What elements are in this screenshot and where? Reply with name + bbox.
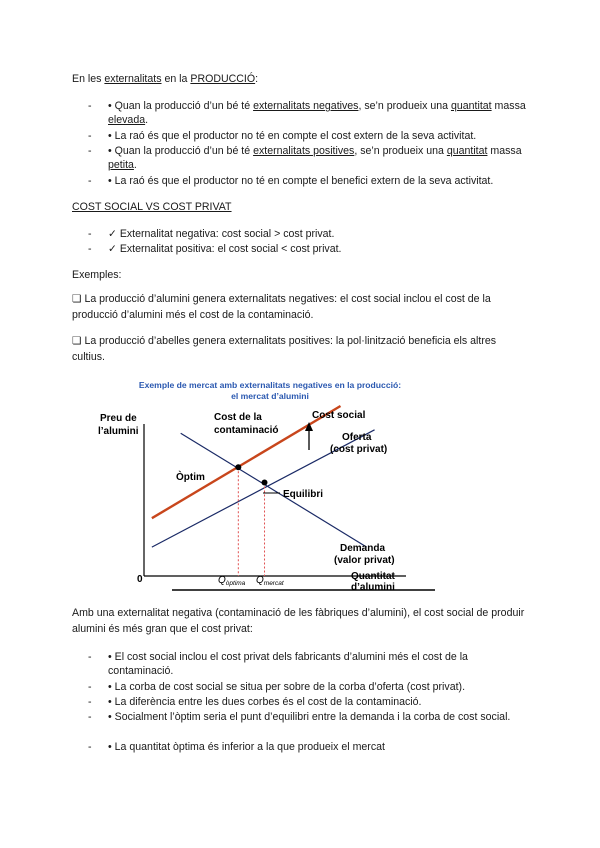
section-heading: COST SOCIAL VS COST PRIVAT (72, 201, 232, 213)
text-run: , se’n produeix una (358, 100, 451, 112)
bullet-text (88, 144, 528, 172)
demand-label-line2: (valor privat) (334, 555, 395, 566)
list-item (88, 129, 528, 143)
y-axis-label-line2: l’alumini (98, 426, 139, 437)
q-optimal-sub: òptima (225, 580, 246, 587)
bullet-text: • Socialment l’òptim seria el punt d’equilibri entre la demanda i la corba de cost social. (108, 711, 511, 723)
bullet-text (88, 99, 528, 127)
intro-term-produccio: PRODUCCIÓ (190, 73, 256, 85)
intro-line (72, 72, 258, 86)
text-run: massa (491, 100, 526, 112)
bullet-text: • La quantitat òptima és inferior a la que produeix el mercat (108, 741, 385, 753)
text-run: externalitats positives (253, 145, 355, 157)
list-dash: - (88, 681, 92, 693)
list-dash: - (88, 228, 92, 240)
y-axis-label-line1: Preu de (100, 413, 137, 424)
intro-mid: en la (161, 73, 191, 85)
q-optimal-label (218, 575, 246, 587)
q-market-label (256, 575, 285, 587)
list-dash: - (88, 651, 92, 663)
q-optimal-main: Q (218, 575, 226, 586)
bullet-text: • El cost social inclou el cost privat dels fabricants d’alumini més el cost de la contaminació. (108, 651, 468, 677)
intro-suffix: : (255, 73, 259, 85)
pollution-cost-label-line2: contaminació (214, 425, 279, 436)
x-axis-label-line2: d’alumini (351, 582, 395, 593)
bullet-text (88, 174, 528, 188)
list-item (88, 695, 528, 709)
market-chart (90, 376, 450, 596)
supply-label-line1: Oferta (342, 432, 372, 443)
supply-label-line2: (cost privat) (330, 444, 388, 455)
bullet-text (88, 129, 528, 143)
chart-title-line1: Exemple de mercat amb externalitats negatives en la producció: (138, 380, 402, 390)
check-text: ✓ Externalitat negativa: cost social > cost privat. (108, 228, 335, 240)
bullet-text: • La corba de cost social se situa per sobre de la corba d’oferta (cost privat). (108, 681, 466, 693)
examples-label: Exemples: (72, 269, 122, 281)
list-dash: - (88, 711, 92, 723)
bullet-text: • La diferència entre les dues corbes és el cost de la contaminació. (108, 696, 422, 708)
list-dash: - (88, 130, 92, 142)
text-run: quantitat (450, 100, 492, 112)
list-item (88, 740, 528, 754)
list-dash: - (88, 696, 92, 708)
text-run: . (133, 159, 137, 171)
text-run: • La raó és que el productor no té en compte el cost extern de la seva activitat. (108, 130, 477, 142)
list-dash: - (88, 175, 92, 187)
list-item (88, 227, 528, 241)
demand-label-line1: Demanda (340, 543, 386, 554)
list-dash: - (88, 741, 92, 753)
list-item (88, 144, 528, 172)
optimum-point (235, 464, 241, 470)
list-item (88, 680, 528, 694)
text-run: . (145, 114, 149, 126)
list-item (88, 710, 528, 724)
equilibrium-point (262, 480, 268, 486)
list-dash: - (88, 100, 92, 112)
example-paragraph-aluminium: ❏ La producció d’alumini genera externalitats negatives: el cost social inclou el cost de la producció d’alumini més el cost de la contaminació. (72, 293, 491, 321)
text-run: massa (487, 145, 522, 157)
list-dash: - (88, 243, 92, 255)
q-market-sub: mercat (263, 580, 284, 587)
equilibrium-label: Equilibri (283, 489, 323, 500)
intro-term-externalitats: externalitats (104, 73, 162, 85)
text-run: elevada (108, 114, 146, 126)
text-run: • Quan la producció d’un bé té (108, 145, 254, 157)
list-item (88, 174, 528, 188)
list-dash: - (88, 145, 92, 157)
q-market-main: Q (256, 575, 264, 586)
text-run: • Quan la producció d’un bé té (108, 100, 254, 112)
origin-label: 0 (137, 574, 143, 585)
social-cost-label: Cost social (312, 410, 366, 421)
list-item (88, 99, 528, 127)
text-run: petita (108, 159, 134, 171)
example-paragraph-bees: ❏ La producció d’abelles genera externalitats positives: la pol·linització beneficia els altres cultius. (72, 335, 497, 363)
x-axis-label-line1: Quantitat (351, 571, 395, 582)
optimum-label: Òptim (176, 472, 205, 483)
text-run: quantitat (446, 145, 488, 157)
text-run: , se’n produeix una (354, 145, 447, 157)
text-run: externalitats negatives (253, 100, 359, 112)
after-chart-paragraph: Amb una externalitat negativa (contaminació de les fàbriques d’alumini), el cost social de produir alumini és més gran que el cost privat: (72, 607, 525, 635)
chart-title-line2: el mercat d’alumini (231, 391, 309, 401)
intro-prefix: En les (72, 73, 105, 85)
check-text: ✓ Externalitat positiva: el cost social < cost privat. (108, 243, 342, 255)
list-item (88, 650, 528, 678)
pollution-cost-label-line1: Cost de la (214, 412, 262, 423)
text-run: • La raó és que el productor no té en compte el benefici extern de la seva activitat. (108, 175, 494, 187)
list-item (88, 242, 528, 256)
